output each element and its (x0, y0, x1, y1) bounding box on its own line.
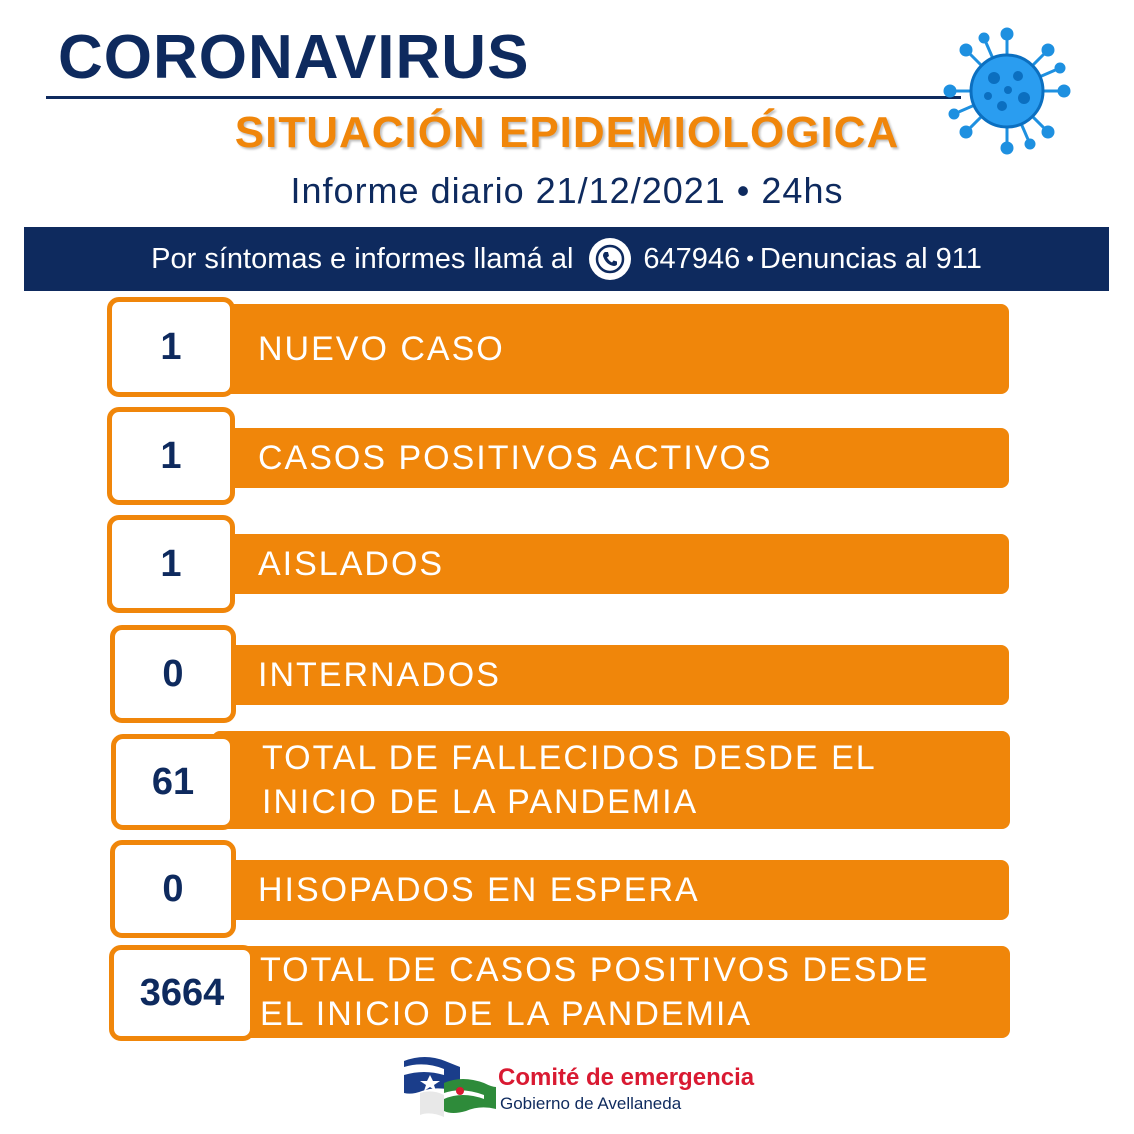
banner-separator: • (746, 246, 754, 271)
stat-label: NUEVO CASO (212, 304, 1009, 394)
stat-value: 61 (111, 734, 235, 830)
stat-label: CASOS POSITIVOS ACTIVOS (212, 428, 1009, 488)
stat-value: 1 (107, 515, 235, 613)
stat-label: HISOPADOS EN ESPERA (212, 860, 1009, 920)
footer-subtitle: Gobierno de Avellaneda (500, 1094, 682, 1113)
stat-value: 0 (110, 840, 236, 938)
stat-label (212, 731, 1010, 829)
avellaneda-flag-logo (400, 1053, 500, 1119)
report-date: Informe diario 21/12/2021 • 24hs (290, 170, 844, 211)
banner-emergency: Denuncias al 911 (759, 242, 982, 275)
stat-label: INTERNADOS (212, 645, 1009, 705)
banner-phone: 647946 (643, 242, 741, 275)
stat-label-line: TOTAL DE FALLECIDOS DESDE EL (262, 739, 877, 777)
subtitle: SITUACIÓN EPIDEMIOLÓGICA (234, 108, 900, 157)
title-divider (46, 96, 961, 99)
stat-label (212, 946, 1010, 1038)
stat-label-line: INICIO DE LA PANDEMIA (262, 783, 699, 821)
banner-text: Por síntomas e informes llamá al (151, 242, 574, 275)
stat-label: AISLADOS (212, 534, 1009, 594)
footer-title: Comité de emergencia (498, 1064, 755, 1091)
stat-value: 1 (107, 297, 235, 397)
stat-value: 1 (107, 407, 235, 505)
contact-banner (24, 227, 1109, 291)
stat-label-line: EL INICIO DE LA PANDEMIA (260, 995, 753, 1033)
page-title: CORONAVIRUS (58, 23, 530, 92)
phone-icon (589, 238, 631, 280)
stat-value: 3664 (109, 945, 255, 1041)
stat-label-line: TOTAL DE CASOS POSITIVOS DESDE (260, 951, 930, 989)
stat-value: 0 (110, 625, 236, 723)
